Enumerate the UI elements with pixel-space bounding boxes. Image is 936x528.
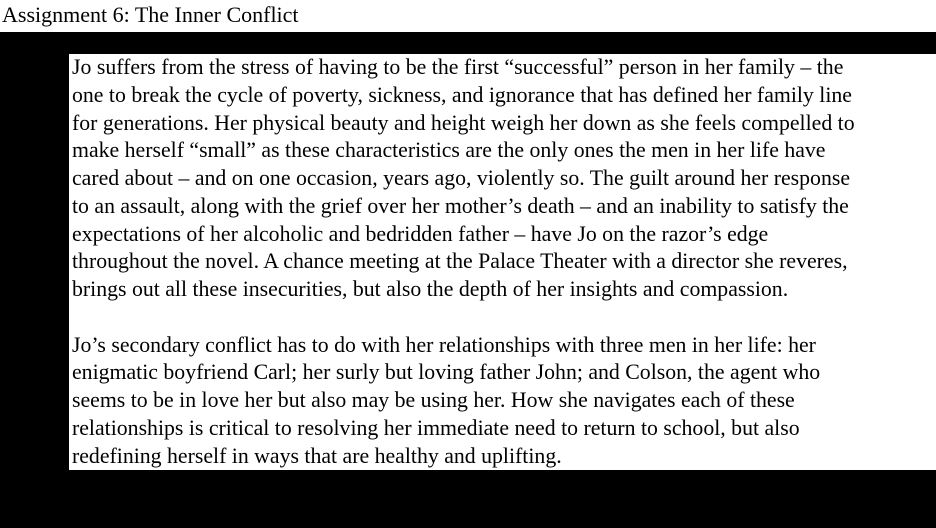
text-line: one to break the cycle of poverty, sickness, and ignorance that has defined her family line — [72, 82, 852, 107]
text-line: to an assault, along with the grief over her mother’s death – and an inability to satisfy the — [72, 193, 849, 218]
text-line: brings out all these insecurities, but also the depth of her insights and compassion. — [72, 277, 789, 301]
document-text-block — [69, 54, 936, 470]
text-line: expectations of her alcoholic and bedridden father – have Jo on the razor’s edge — [72, 221, 769, 246]
title-strip — [0, 0, 936, 32]
text-line: cared about – and on one occasion, years ago, violently so. The guilt around her response — [72, 166, 851, 190]
page-title: Assignment 6: The Inner Conflict — [2, 2, 299, 27]
text-line: for generations. Her physical beauty and height weigh her down as she feels compelled to — [72, 110, 855, 135]
text-line: relationships is critical to resolving her immediate need to return to school, but also — [72, 415, 800, 440]
paragraph-secondary-conflict — [69, 332, 936, 471]
text-line: Jo’s secondary conflict has to do with her relationships with three men in her life: her — [72, 332, 816, 357]
text-line: redefining herself in ways that are healthy and uplifting. — [72, 443, 562, 468]
black-mask-background — [0, 32, 936, 528]
text-line: Jo suffers from the stress of having to be the first “successful” person in her family – the — [72, 55, 844, 79]
text-line: throughout the novel. A chance meeting at the Palace Theater with a director she reveres, — [72, 249, 848, 274]
paragraph-inner-conflict — [69, 54, 936, 304]
text-line: seems to be in love her but also may be using her. How she navigates each of these — [72, 388, 795, 412]
text-line: enigmatic boyfriend Carl; her surly but loving father John; and Colson, the agent who — [72, 360, 821, 385]
text-line: make herself “small” as these characteristics are the only ones the men in her life have — [72, 138, 826, 163]
